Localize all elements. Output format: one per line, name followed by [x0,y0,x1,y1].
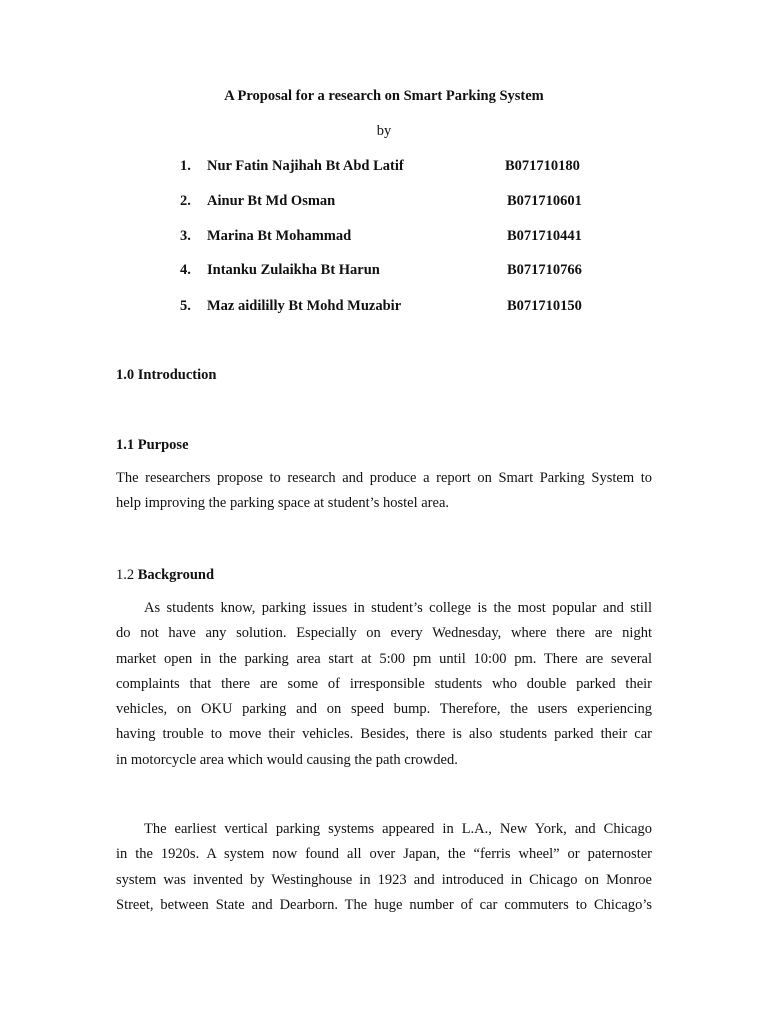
student-id: B071710441 [507,228,582,244]
author-name: Marina Bt Mohammad [207,228,352,244]
paragraph-line: The earliest vertical parking systems appeared in L.A., New York, and Chicago [144,821,652,837]
paragraph-line: in motorcycle area which would causing the path crowded. [116,751,458,768]
student-id: B071710601 [507,193,582,209]
paragraph-line: having trouble to move their vehicles. Besides, there is also students parked their car [116,726,652,743]
author-name: Ainur Bt Md Osman [207,193,336,209]
author-number: 3. [180,228,191,244]
paragraph-line: help improving the parking space at student’s hostel area. [116,495,450,512]
student-id: B071710766 [507,262,582,278]
author-row [180,298,600,318]
paragraph-line: system was invented by Westinghouse in 1923 and introduced in Chicago on Monroe [116,871,652,888]
section-heading-background [116,567,214,584]
paragraph-line: do not have any solution. Especially on every Wednesday, where there are night [116,625,652,642]
student-id: B071710180 [505,158,580,174]
author-number: 2. [180,193,191,209]
paragraph-line: Street, between State and Dearborn. The huge number of car commuters to Chicago’s [116,896,652,913]
author-name: Maz aidililly Bt Mohd Muzabir [207,298,402,314]
by-line: by [376,123,392,139]
background-paragraph [116,596,652,773]
paragraph-line: complaints that there are some of irresponsible students who double parked their [116,675,652,692]
author-name: Nur Fatin Najihah Bt Abd Latif [207,158,404,174]
document-title: A Proposal for a research on Smart Parking System [224,88,544,104]
student-id: B071710150 [507,298,582,314]
paragraph-line: As students know, parking issues in student’s college is the most popular and still [144,600,652,616]
author-number: 4. [180,262,191,278]
paragraph-line: vehicles, on OKU parking and on speed bump. Therefore, the users experiencing [116,701,652,718]
section-title: Background [137,567,215,583]
author-row [180,158,600,178]
paragraph-line: in the 1920s. A system now found all over Japan, the “ferris wheel” or paternoster [116,846,652,863]
section-heading-introduction: 1.0 Introduction [116,367,217,383]
section-number: 1.2 [116,567,138,583]
author-name: Intanku Zulaikha Bt Harun [207,262,380,278]
paragraph-line: The researchers propose to research and produce a report on Smart Parking System to [116,470,652,486]
paragraph-line: market open in the parking area start at 5:00 pm until 10:00 pm. There are several [116,650,652,667]
author-row [180,193,600,213]
author-number: 1. [180,158,191,174]
author-row [180,228,600,248]
section-heading-purpose: 1.1 Purpose [116,437,189,453]
author-number: 5. [180,298,191,314]
purpose-paragraph [116,466,652,517]
author-row [180,262,600,282]
history-paragraph [116,817,652,918]
